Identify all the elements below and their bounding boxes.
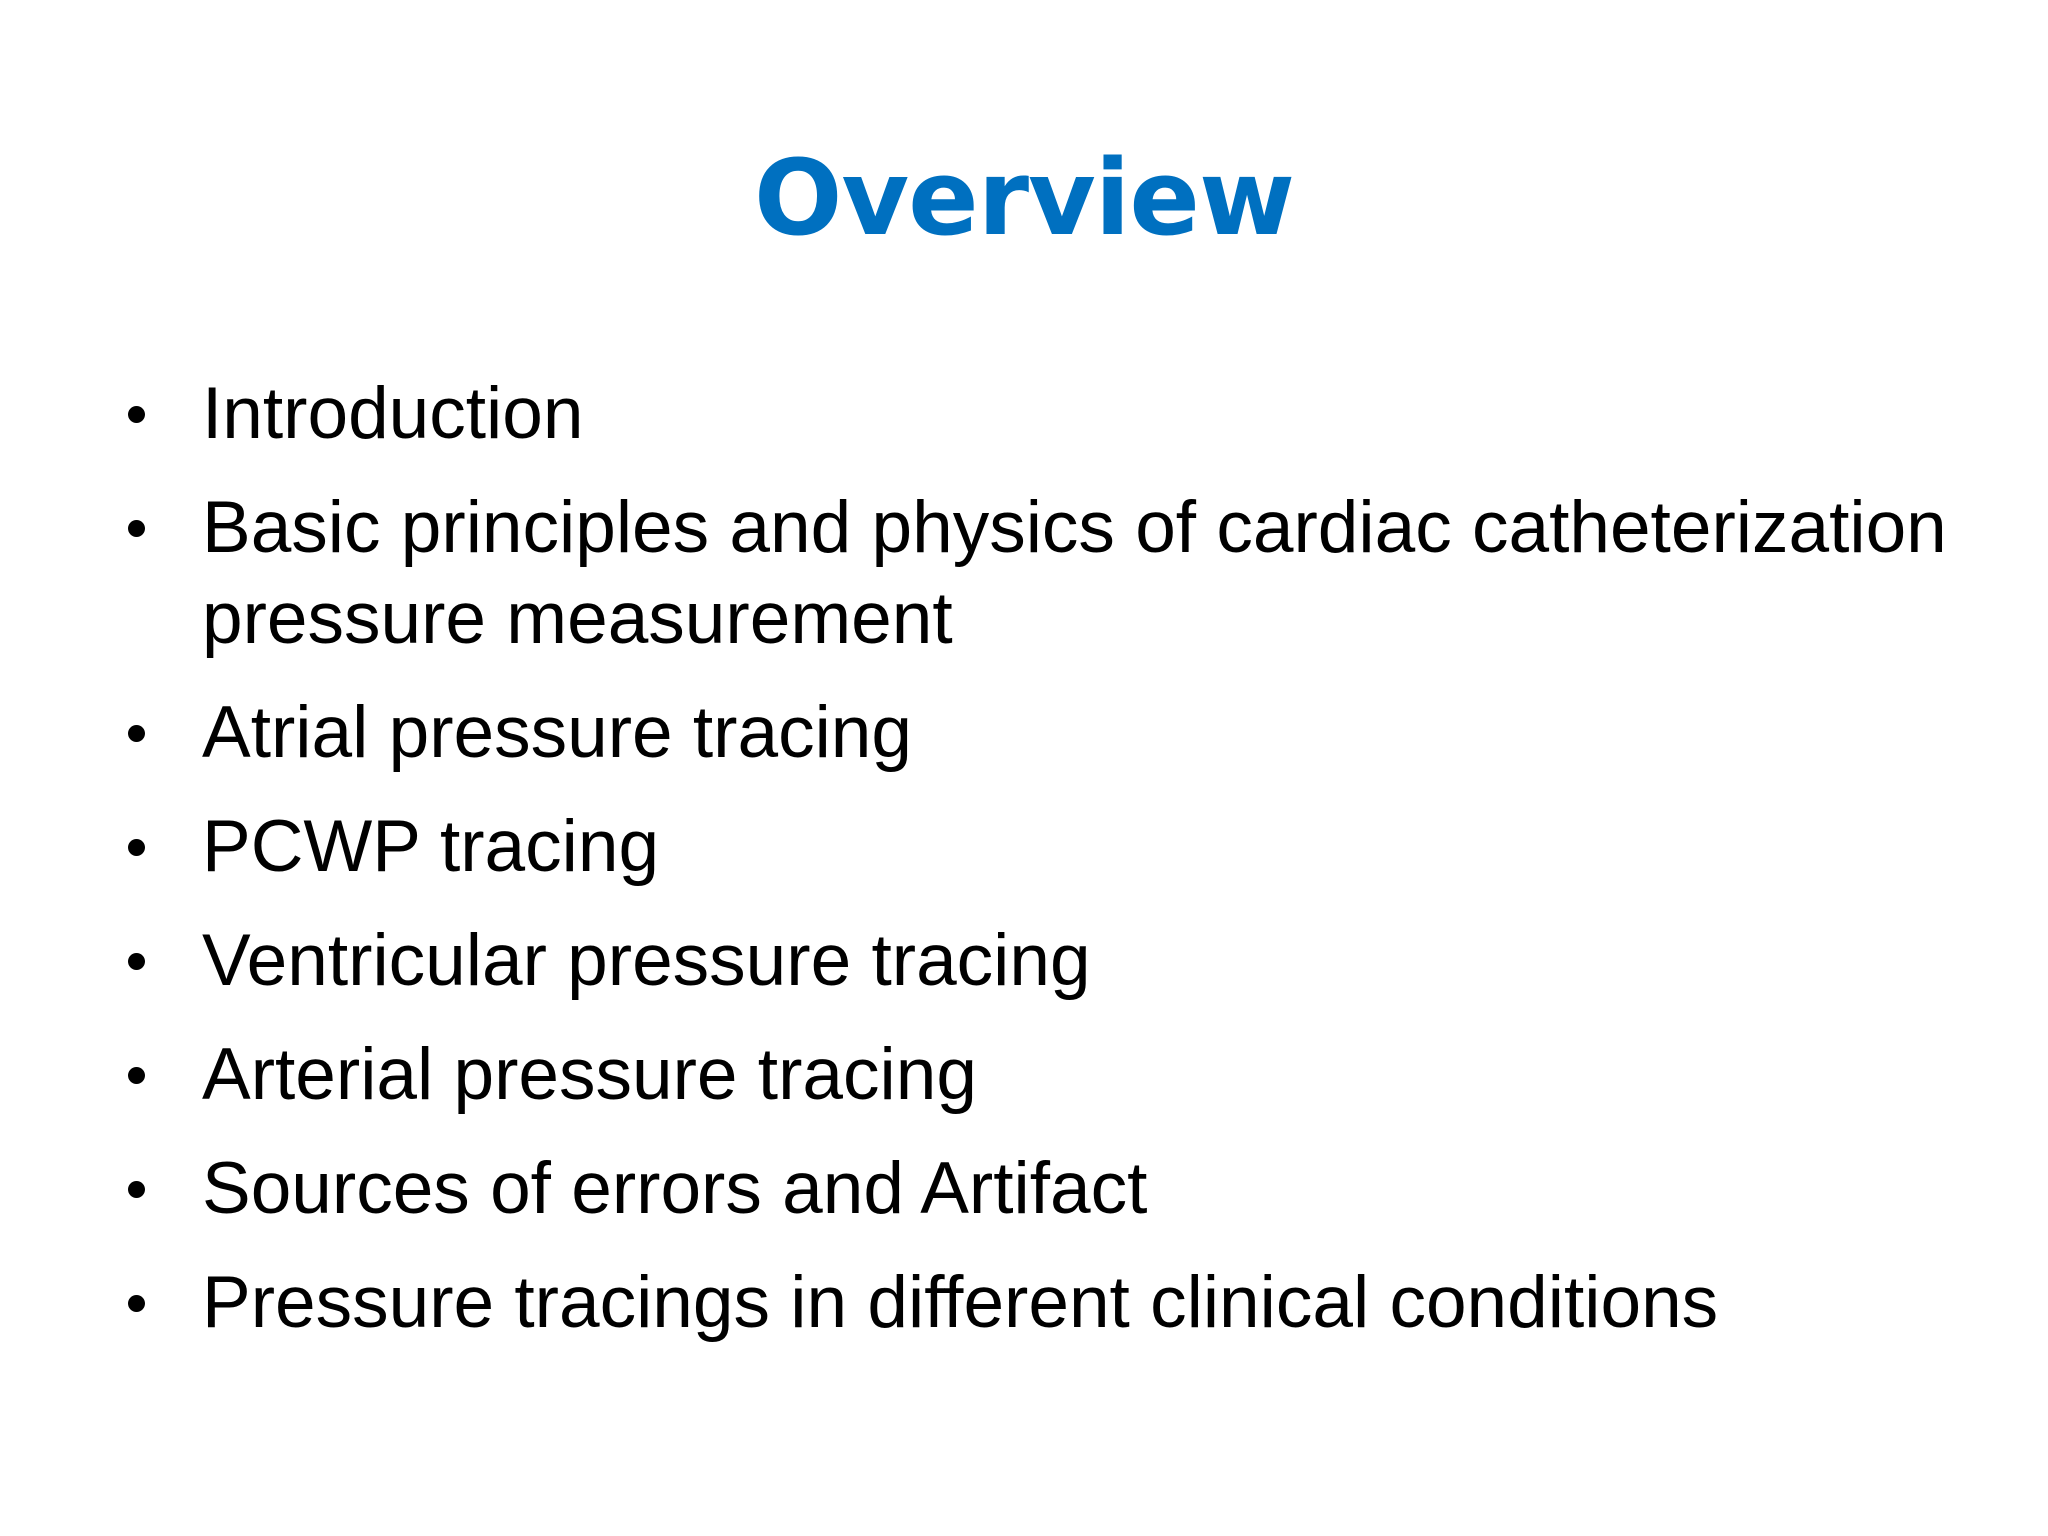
bullet-sources-of-errors: Sources of errors and Artifact bbox=[116, 1143, 1996, 1234]
slide-title: Overview bbox=[753, 137, 1295, 259]
bullet-list bbox=[116, 368, 1996, 1371]
bullet-basic-principles: Basic principles and physics of cardiac catheterization pressure measurement bbox=[116, 482, 1996, 664]
bullet-introduction: Introduction bbox=[116, 368, 1996, 459]
bullet-ventricular-pressure: Ventricular pressure tracing bbox=[116, 915, 1996, 1006]
bullet-arterial-pressure: Arterial pressure tracing bbox=[116, 1029, 1996, 1120]
bullet-pcwp: PCWP tracing bbox=[116, 801, 1996, 892]
bullet-clinical-conditions: Pressure tracings in different clinical conditions bbox=[116, 1257, 1996, 1348]
bullet-atrial-pressure: Atrial pressure tracing bbox=[116, 687, 1996, 778]
